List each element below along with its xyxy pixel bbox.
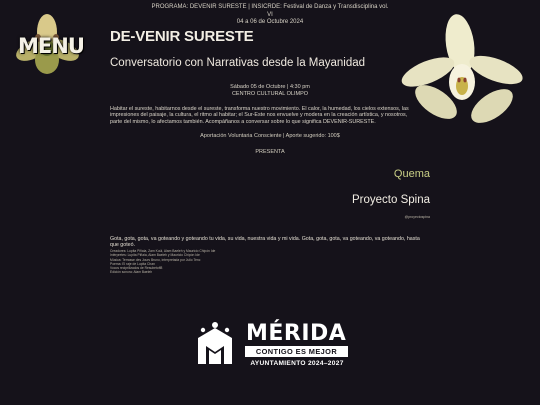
credit-line: Intérpretes: Lupita Piñaia, Alam Baeleh y Mauricio Chipón Ide [110, 253, 200, 258]
event-venue: CENTRO CULTURAL OLIMPO [231, 91, 309, 97]
company-handle[interactable]: @proyectospina [404, 215, 430, 219]
poem-text: Gota, gota, gota, va goteando y goteando tu vida, su vida, nuestra vida y mi vida. Gota, gota, gota, va goteando, va goteando, hasta que goteó. [110, 236, 420, 249]
presenta-label: PRESENTA [255, 149, 285, 155]
event-subtitle: Conversatorio con Narrativas desde la Mayanidad [110, 57, 366, 69]
program-header-dates: 04 a 06 de Octubre 2024 [236, 19, 304, 25]
credits-list [110, 249, 330, 275]
program-header-line1: PROGRAMA: DEVENIR SURESTE | INSICRDE: Festival de Danza y Transdisciplina vol. VI [151, 4, 389, 18]
credit-line: Edición sonora: Alam Baeleh [110, 270, 153, 275]
credit-line: Música: Terrasse des Jours Bruno, interpretada por Julio Tenc [110, 257, 201, 262]
menu-button[interactable]: MENU [18, 34, 84, 58]
company-name: Proyecto Spina [352, 194, 430, 206]
credit-line: Poema: El raje de Lupita Chan [110, 261, 155, 266]
program-header [150, 4, 390, 27]
sponsor-ayuntamiento: AYUNTAMIENTO 2024–2027 [250, 360, 344, 367]
orchid-flower-image [398, 10, 528, 140]
event-description: Habitar el sureste, habitarnos desde el sureste, transforma nuestro movimiento. El calor, la humedad, los cielos extensos, las impresiones del paisaje, la cultura, el ritmo al habitar; el Sur-Este nos envuelve y modera en la creación artística, y nosotros, parte del mismo, lo afectamos también. Acompáñanos a conversar sobre lo que significa DEVENIR-SURESTE. [110, 106, 409, 125]
credit-line: Creadores: Lupita Piñaia, Zam Kuúl, Alam Baeleh y Mauricio Chipón Ide [110, 249, 216, 253]
event-title: DE-VENIR SURESTE [110, 28, 254, 45]
credit-line: Vocos reciprilizados de Resubetoff8 [110, 266, 163, 271]
sponsor-slogan: CONTIGO ES MEJOR [255, 347, 338, 356]
event-datetime [170, 84, 370, 98]
merida-emblem-icon [190, 320, 240, 372]
event-date: Sábado 05 de Octubre | 4:30 pm [230, 84, 310, 90]
performance-title: Quema [393, 168, 430, 180]
contribution-note: Aportación Voluntaria Consciente | Aporte sugerido: 100$ [200, 133, 340, 139]
sponsor-name: MÉRIDA [246, 321, 347, 346]
